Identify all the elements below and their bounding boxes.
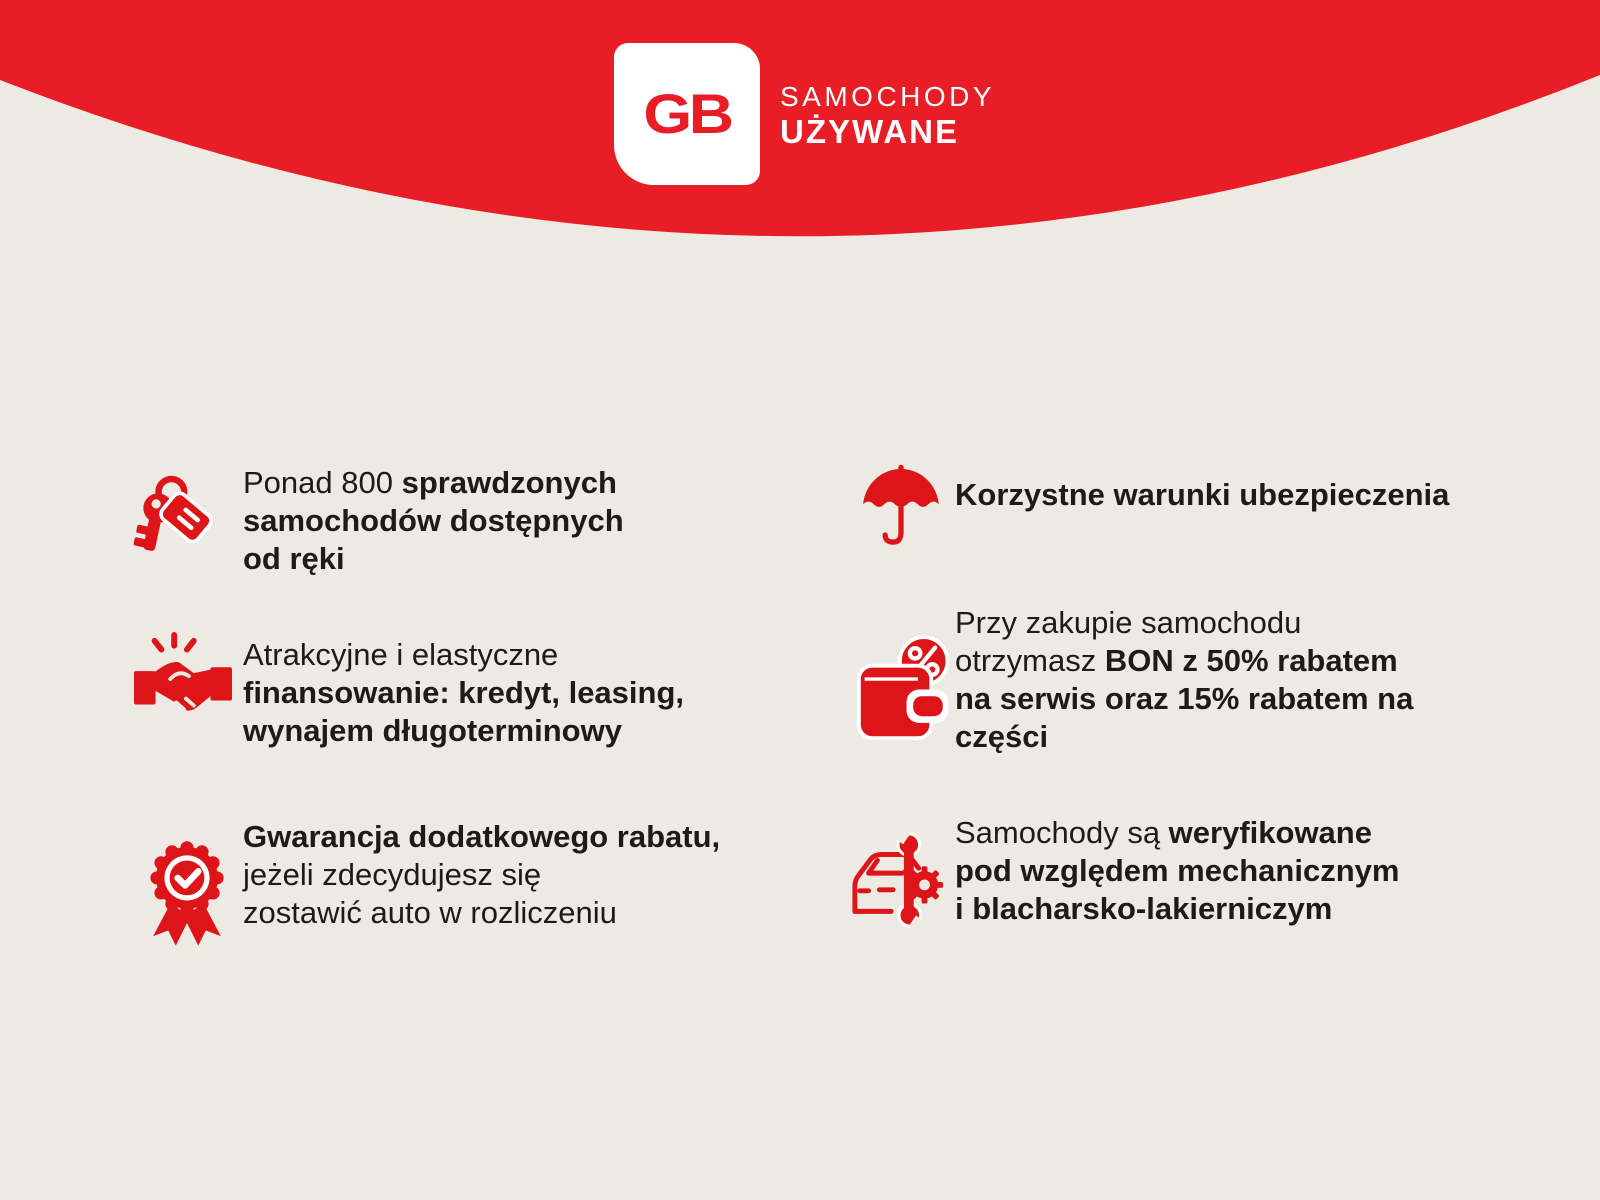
feature-text-line [955, 718, 1413, 756]
feature-text [243, 636, 684, 750]
feature-text-line [243, 674, 684, 712]
feature-text-bold: BON z 50% rabatem [1104, 643, 1398, 678]
feature-text-line [243, 894, 720, 932]
feature-text [955, 814, 1399, 928]
car-service-icon [848, 828, 950, 932]
feature-text [243, 818, 720, 932]
feature-text-bold: od ręki [243, 541, 345, 576]
feature-text-line [955, 476, 1449, 514]
feature-text [955, 604, 1413, 756]
brand-line-uzywane: UŻYWANE [780, 113, 959, 150]
feature-text [243, 464, 624, 578]
brand-line-samochody: SAMOCHODY [780, 81, 996, 112]
wallet-discount-icon [857, 634, 957, 746]
feature-text-line [955, 604, 1413, 642]
feature-text-bold: finansowanie: kredyt, leasing, [243, 675, 685, 710]
feature-text-line [243, 464, 624, 502]
feature-text-regular: Samochody są [955, 815, 1169, 850]
feature-text-bold: pod względem mechanicznym [955, 853, 1400, 888]
feature-text-line [243, 502, 624, 540]
feature-text-regular: Przy zakupie samochodu [955, 605, 1302, 640]
feature-text-regular: otrzymasz [955, 643, 1105, 678]
umbrella-icon [857, 460, 945, 552]
feature-text-regular: jeżeli zdecydujesz się [243, 857, 542, 892]
logo-box [614, 43, 760, 185]
feature-text-regular: zostawić auto w rozliczeniu [243, 895, 617, 930]
feature-text-bold: samochodów dostępnych [243, 503, 624, 538]
feature-text-line [243, 636, 684, 674]
feature-text-bold: Korzystne warunki ubezpieczenia [955, 477, 1450, 512]
feature-text-bold: na serwis oraz 15% rabatem na [955, 681, 1414, 716]
feature-text-line [243, 818, 720, 856]
feature-text-bold: Gwarancja dodatkowego rabatu, [243, 819, 721, 854]
feature-text-line [955, 642, 1413, 680]
feature-text-regular: Ponad 800 [243, 465, 402, 500]
feature-text-line [955, 814, 1399, 852]
feature-text-line [243, 540, 624, 578]
feature-text-line [243, 856, 720, 894]
feature-text-line [955, 852, 1399, 890]
car-keys-icon [130, 468, 222, 560]
gb-logo-monogram: GB [643, 82, 731, 145]
feature-text-regular: Atrakcyjne i elastyczne [243, 637, 559, 672]
feature-text-bold: części [955, 719, 1049, 754]
feature-text-bold: weryfikowane [1168, 815, 1372, 850]
handshake-icon [133, 630, 233, 728]
feature-text-bold: i blacharsko-lakierniczym [955, 891, 1333, 926]
feature-text-bold: sprawdzonych [401, 465, 617, 500]
feature-text-line [243, 712, 684, 750]
award-badge-icon [140, 834, 234, 950]
feature-text-bold: wynajem długoterminowy [243, 713, 622, 748]
feature-text-line [955, 680, 1413, 718]
feature-text-line [955, 890, 1399, 928]
brand-name [780, 82, 995, 150]
feature-text [955, 476, 1449, 514]
